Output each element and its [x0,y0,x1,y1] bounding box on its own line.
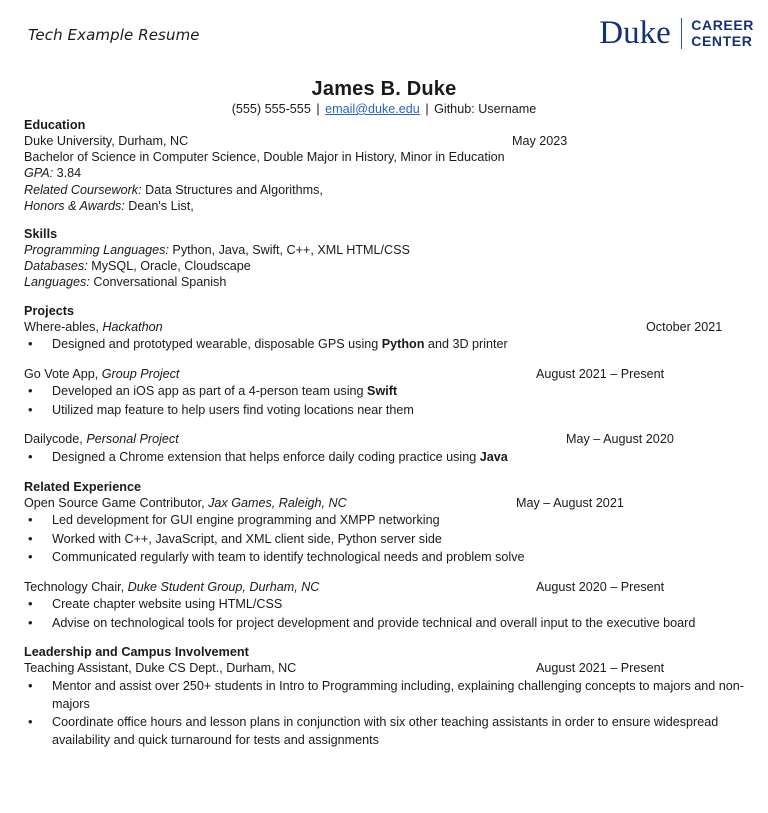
bullet-item [24,596,746,614]
entry-subtitle: Jax Games, Raleigh, NC [208,495,347,510]
bullet-list [24,512,746,567]
bullet-list [24,678,746,749]
entry-date: August 2021 – Present [536,366,665,381]
resume-section [24,304,746,467]
bullet-text: Designed a Chrome extension that helps enforce daily coding practice using [52,449,480,464]
bullet-text: Mentor and assist over 250+ students in Intro to Programming including, explaining challenging concepts to majors and non-majors [52,678,745,711]
bullet-item [24,714,746,749]
detail-label: Languages: [24,275,90,290]
contact-line [0,102,768,116]
detail-label: Honors & Awards: [24,198,125,213]
entry-title-line [24,319,746,336]
bullet-item [24,383,746,401]
entry-title: Open Source Game Contributor, [24,495,209,510]
duke-career-center-logo [599,16,754,50]
bullet-emphasis: Swift [367,384,398,399]
entry-date: May – August 2020 [566,432,674,447]
bullet-text: Designed and prototyped wearable, disposable GPS using [52,337,382,352]
entry-subtitle: Personal Project [86,432,179,447]
detail-text: Bachelor of Science in Computer Science, Double Major in History, Minor in Education [24,150,505,165]
bullet-emphasis: Python [381,337,425,352]
detail-line [24,149,746,165]
bullet-text: Advise on technological tools for project development and provide technical and overall input to the executive board [52,615,696,630]
bullet-item [24,512,746,530]
resume-entry [24,495,746,567]
bullet-list [24,336,746,354]
entry-spacer [24,354,746,366]
detail-line [24,274,746,290]
entry-date: May – August 2021 [516,495,624,510]
career-center-lockup [691,17,754,49]
entry-subtitle: Group Project [101,366,180,381]
entry-title-line [24,579,746,596]
detail-line [24,242,746,258]
bullet-item [24,531,746,549]
logo-line-center: CENTER [691,33,753,49]
bullet-item [24,402,746,420]
entry-title: Where-ables, [24,319,103,334]
bullet-list [24,383,746,419]
resume-entry [24,431,746,466]
entry-title-line [24,495,746,512]
candidate-name: James B. Duke [311,78,457,100]
detail-text: MySQL, Oracle, Cloudscape [87,259,251,274]
section-heading: Skills [24,227,58,242]
bullet-text: Worked with C++, JavaScript, and XML client side, Python server side [52,531,442,546]
entry-title-line [24,431,746,448]
detail-text: Python, Java, Swift, C++, XML HTML/CSS [168,243,410,258]
phone-number: (555) 555-555 [231,102,311,116]
bullet-text-tail: and 3D printer [424,337,508,352]
entry-date: October 2021 [646,319,723,334]
entry-title-line [24,366,746,383]
entry-title: Teaching Assistant, Duke CS Dept., Durham, NC [24,661,297,676]
detail-label: Databases: [24,259,88,274]
detail-label: GPA: [24,166,54,181]
bullet-text: Coordinate office hours and lesson plans in conjunction with six other teaching assistants in order to ensure widespread availability and quick turnaround for tests and assignments [52,715,719,747]
contact-separator-1: | [316,102,320,116]
resume-body [24,118,746,749]
detail-line [24,133,746,149]
detail-text: Data Structures and Algorithms, [141,182,323,197]
section-heading: Education [24,118,86,132]
entry-subtitle: Duke Student Group, Durham, NC [127,579,320,594]
bullet-list [24,596,746,632]
detail-label: Related Coursework: [24,182,142,197]
entry-date: August 2020 – Present [536,579,665,594]
detail-text: Dean's List, [124,198,194,213]
section-heading: Leadership and Campus Involvement [24,645,249,660]
detail-line [24,198,746,214]
entry-spacer [24,419,746,431]
bullet-item [24,678,746,713]
resume-section [24,645,746,749]
document-title: Tech Example Resume [28,26,200,44]
detail-line [24,258,746,274]
section-heading: Projects [24,303,75,318]
duke-wordmark: Duke [599,15,671,51]
resume-entry [24,579,746,633]
entry-subtitle: Hackathon [102,319,163,334]
logo-divider [681,18,683,49]
logo-line-career: CAREER [691,17,754,33]
entry-date: August 2021 – Present [536,661,665,676]
bullet-emphasis: Java [479,449,508,464]
github-handle: Github: Username [434,102,537,116]
bullet-item [24,336,746,354]
bullet-text: Led development for GUI engine programming and XMPP networking [52,513,440,527]
resume-section [24,480,746,633]
entry-date: May 2023 [512,134,568,148]
bullet-list [24,449,746,467]
bullet-text: Create chapter website using HTML/CSS [52,597,283,612]
detail-text: Duke University, Durham, NC [24,134,189,148]
detail-text: Conversational Spanish [89,275,227,290]
detail-label: Programming Languages: [24,243,169,258]
entry-title: Technology Chair, [24,579,128,594]
bullet-item [24,615,746,633]
contact-separator-2: | [425,102,429,116]
entry-title: Dailycode, [24,432,87,447]
resume-entry [24,660,746,749]
entry-spacer [24,567,746,579]
detail-line [24,182,746,198]
resume-entry [24,319,746,354]
bullet-item [24,549,746,567]
bullet-item [24,449,746,467]
resume-entry [24,366,746,420]
entry-title-line [24,660,746,677]
detail-text: 3.84 [53,166,82,181]
detail-line [24,165,746,181]
bullet-text: Developed an iOS app as part of a 4-person team using [52,384,368,399]
entry-title: Go Vote App, [24,366,102,381]
resume-section [24,227,746,291]
resume-section [24,118,746,214]
bullet-text: Utilized map feature to help users find voting locations near them [52,402,414,417]
bullet-text: Communicated regularly with team to identify technological needs and problem solve [52,550,525,565]
section-heading: Related Experience [24,479,142,494]
email-link[interactable]: email@duke.edu [325,102,420,116]
